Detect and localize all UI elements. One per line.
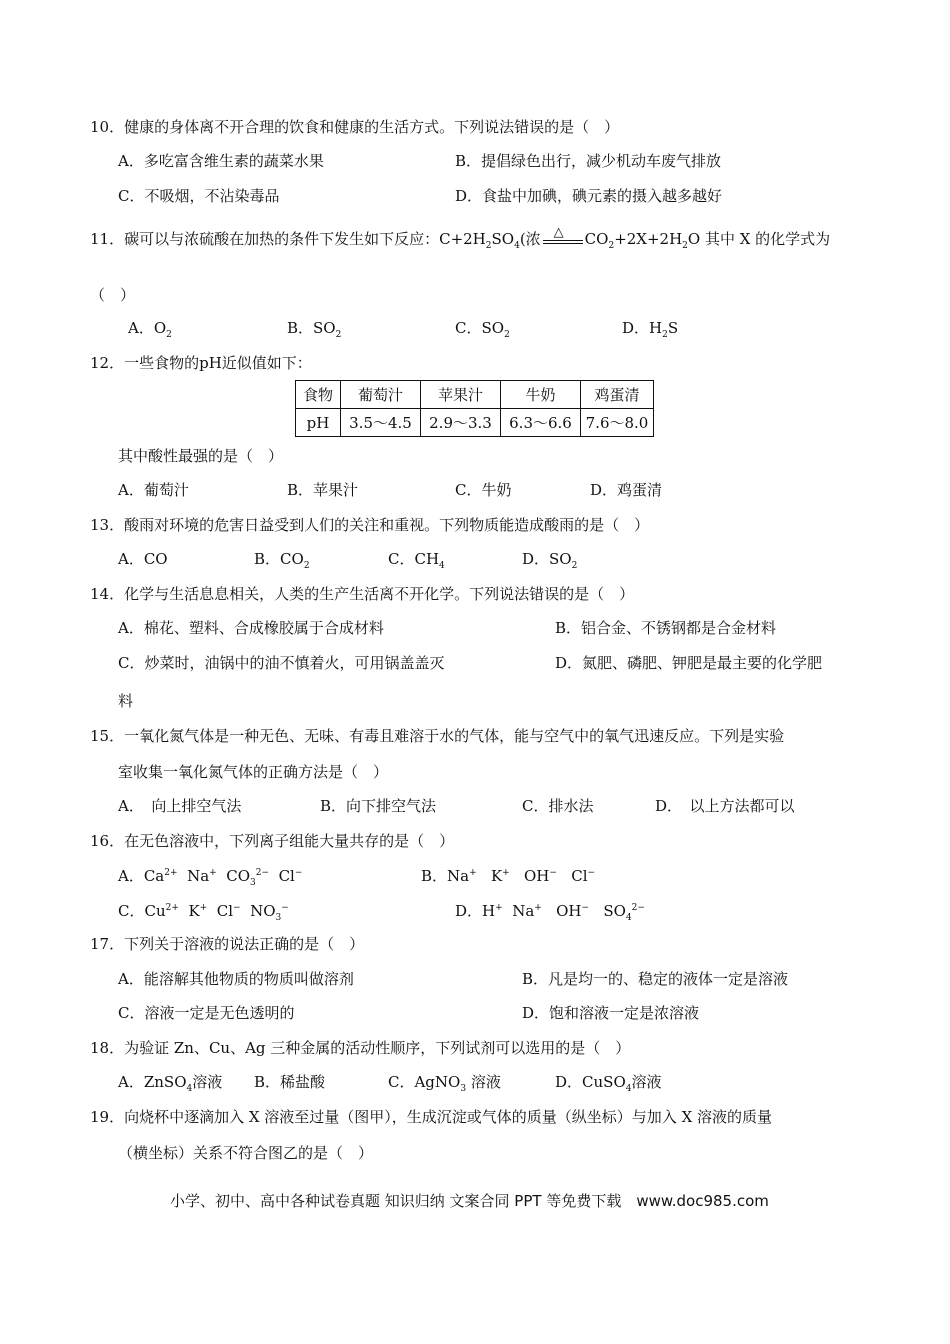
q11-option-c: C．$SO_2$ [455,319,510,340]
q13-option-c: C．$CH_4$ [388,550,445,571]
q14-option-c: C．炒菜时，油锅中的油不慎着火，可用锅盖盖灭 [118,654,445,672]
q11-option-d: D．$H_2S$ [622,319,679,340]
q17-option-c: C．溶液一定是无色透明的 [118,1004,295,1022]
q18-option-b: B．稀盐酸 [254,1073,326,1091]
q10-stem: 10．健康的身体离不开合理的饮食和健康的生活方式。下列说法错误的是（ ） [90,118,620,136]
q15-option-d: D． 以上方法都可以 [655,797,795,815]
q12-option-c: C．牛奶 [455,481,512,499]
q16-option-c: C．$Cu^{2+}$ K+ Cl− $NO_3^-$ [118,902,289,923]
q18-option-c: C．AgNO$_3$ 溶液 [388,1073,501,1094]
ph-table-cell: 7.6～8.0 [581,409,654,437]
q10-option-a: A．多吃富含维生素的蔬菜水果 [118,152,324,170]
ph-table-cell: 苹果汁 [421,381,501,409]
q12-option-d: D．鸡蛋清 [590,481,663,499]
q12-question: 其中酸性最强的是（ ） [118,447,284,465]
q12-option-a: A．葡萄汁 [118,481,189,499]
q15-stem-line2: 室收集一氧化氮气体的正确方法是（ ） [118,763,389,781]
ph-table-cell: 食物 [296,381,341,409]
q19-stem-line2: （横坐标）关系不符合图乙的是（ ） [118,1144,374,1162]
heat-condition-sign: △ [541,229,585,249]
q17-option-a: A．能溶解其他物质的物质叫做溶剂 [118,970,354,988]
ph-table-cell: 6.3～6.6 [501,409,581,437]
q11-option-b: B．$SO_2$ [287,319,342,340]
ph-table-cell: 葡萄汁 [341,381,421,409]
q14-option-d-continued: 料 [118,692,134,710]
q18-option-d: D．CuSO$_4$溶液 [555,1073,662,1094]
q14-stem: 14．化学与生活息息相关，人类的生产生活离不开化学。下列说法错误的是（ ） [90,585,635,603]
q13-stem: 13．酸雨对环境的危害日益受到人们的关注和重视。下列物质能造成酸雨的是（ ） [90,516,650,534]
q15-stem-line1: 15．一氧化氮气体是一种无色、无味、有毒且难溶于水的气体，能与空气中的氧气迅速反应。下列是实验 [90,727,785,745]
page-footer: 小学、初中、高中各种试卷真题 知识归纳 文案合同 PPT 等免费下载 www.doc985.com [170,1192,769,1210]
q17-option-d: D．饱和溶液一定是浓溶液 [522,1004,700,1022]
ph-table-cell: 鸡蛋清 [581,381,654,409]
q19-stem-line1: 19．向烧杯中逐滴加入 X 溶液至过量（图甲），生成沉淀或气体的质量（纵坐标）与加入 X 溶液的质量 [90,1108,773,1126]
q14-option-a: A．棉花、塑料、合成橡胶属于合成材料 [118,619,384,637]
ph-table-value-row [296,409,654,437]
q15-option-a: A． 向上排空气法 [118,797,242,815]
ph-table-cell: 2.9～3.3 [421,409,501,437]
q10-option-c: C．不吸烟，不沾染毒品 [118,187,280,205]
ph-table [295,380,654,437]
q14-option-d: D．氮肥、磷肥、钾肥是最主要的化学肥 [555,654,823,672]
q14-option-b: B．铝合金、不锈钢都是合金材料 [555,619,777,637]
q13-option-d: D．$SO_2$ [522,550,578,571]
q11-stem: 11．碳可以与浓硫酸在加热的条件下发生如下反应：$C+2H_2SO_4$(浓 △ $CO_2+2X+2H_2O$ 其中 X 的化学式为 [90,225,831,251]
q16-option-a: A．$Ca^{2+}$ Na+ $CO_3^{2-}$ Cl− [118,867,303,888]
q16-option-b: B．Na+ K+ OH− Cl− [421,867,596,885]
q12-stem: 12．一些食物的pH近似值如下： [90,354,312,372]
q10-option-d: D．食盐中加碘，碘元素的摄入越多越好 [455,187,723,205]
ph-table-cell: pH [296,409,341,437]
q13-option-b: B．$CO_2$ [254,550,310,571]
q10-option-b: B．提倡绿色出行，减少机动车废气排放 [455,152,722,170]
q13-option-a: A．CO [118,550,168,568]
ph-table-cell: 3.5～4.5 [341,409,421,437]
q11-answer-paren: （ ） [90,286,136,304]
q17-stem: 17．下列关于溶液的说法正确的是（ ） [90,935,365,953]
q15-option-b: B．向下排空气法 [320,797,437,815]
q18-stem: 18．为验证 Zn、Cu、Ag 三种金属的活动性顺序，下列试剂可以选用的是（ ） [90,1039,631,1057]
q16-option-d: D．H+ Na+ OH− $SO_4^{2-}$ [455,902,645,923]
q18-option-a: A．ZnSO$_4$溶液 [118,1073,223,1094]
ph-table-header-row [296,381,654,409]
q16-stem: 16．在无色溶液中，下列离子组能大量共存的是（ ） [90,832,455,850]
q17-option-b: B．凡是均一的、稳定的液体一定是溶液 [522,970,789,988]
q11-option-a: A．$O_2$ [128,319,172,340]
ph-table-cell: 牛奶 [501,381,581,409]
q12-option-b: B．苹果汁 [287,481,359,499]
q15-option-c: C．排水法 [522,797,594,815]
